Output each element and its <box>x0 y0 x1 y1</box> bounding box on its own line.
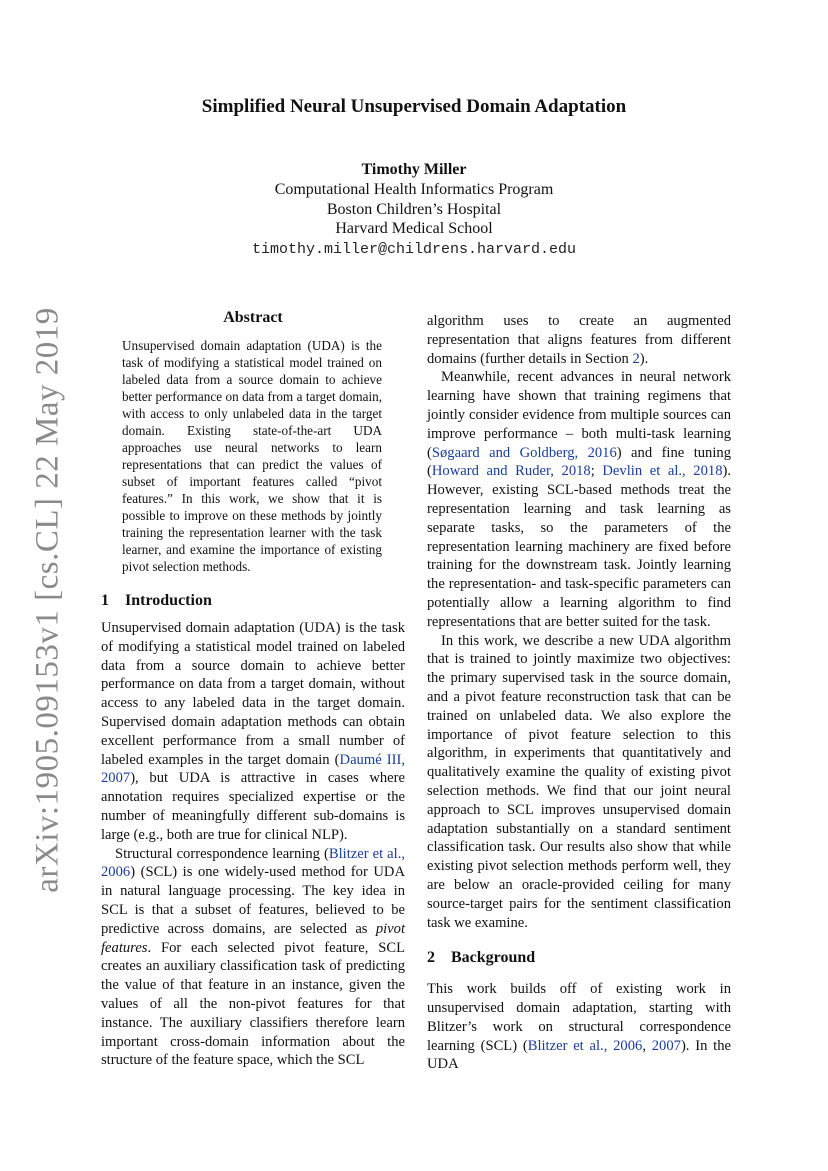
section-number: 2 <box>427 949 435 967</box>
paragraph <box>101 619 405 845</box>
section-heading-introduction <box>101 592 405 610</box>
section-title: Background <box>451 949 536 967</box>
citation-link[interactable]: 2007 <box>651 1037 681 1054</box>
paragraph: In this work, we describe a new UDA algorithm that is trained to jointly maximize two objectives: the primary supervised task in the source domain, and a pivot feature reconstruction task that can be trained on unlabeled data. We also explore the importance of pivot feature selection to this algorithm, in experiments that quantitatively and qualitatively examine the quality of existing pivot selection methods. We find that our joint neural approach to SCL improves unsupervised domain adaptation substantially on a standard sentiment classification task. Our results also show that while existing pivot selection methods perform well, they are below an oracle-provided ceiling for many source-target pairs for the sentiment classification task we examine. <box>427 632 731 931</box>
paragraph <box>101 845 405 1071</box>
text-run: ), but UDA is attractive in cases where annotation requires specialized expertise or the number of meaningfully different sub-domains is large (e.g., both are true for clinical NLP). <box>101 770 405 843</box>
citation-link[interactable]: Howard and Ruder, 2018 <box>431 463 591 480</box>
citation-link[interactable]: Daumé III, 2007 <box>101 751 405 787</box>
text-run: Meanwhile, recent advances in neural network learning have shown that training regimens that jointly consider evidence from multiple sources can improve performance – both multi-task learning ( <box>427 369 731 461</box>
citation-link[interactable]: Søgaard and Goldberg, 2016 <box>431 444 617 461</box>
text-run: ). <box>639 350 649 367</box>
paragraph <box>427 312 731 368</box>
affiliation-line: Boston Children’s Hospital <box>326 200 502 218</box>
section-title: Introduction <box>125 592 212 609</box>
left-column <box>101 309 405 1070</box>
citation-link[interactable]: Devlin et al., 2018 <box>602 463 723 480</box>
paper-header <box>0 96 828 261</box>
section-number: 1 <box>101 592 109 609</box>
text-run: This work builds off of existing work in unsupervised domain adaptation, starting with Blitzer’s work on structural correspondence learning (SCL) ( <box>427 981 731 1054</box>
text-run: . For each selected pivot feature, SCL creates an auxiliary classification task of predicting the value of that feature in an instance, given the values of all the non-pivot features for that instance. The auxiliary classifiers therefore learn important cross-domain information about the structure of the feature space, which the SCL <box>101 939 405 1069</box>
text-run: ; <box>590 463 603 480</box>
citation-link[interactable]: Blitzer et al., 2006 <box>101 845 405 881</box>
text-run: ). However, existing SCL-based methods treat the representation learning and task learning as separate tasks, so the parameters of the representation learning machinery are fixed before training for the downstream task. Jointly learning the representation- and task-specific parameters can potentially allow a learning algorithm to find representations that are better suited for the task. <box>427 463 732 630</box>
text-run: ) and fine tuning ( <box>427 444 731 480</box>
text-run: , <box>642 1037 652 1054</box>
paragraph <box>427 368 731 631</box>
text-run: Unsupervised domain adaptation (UDA) is the task of modifying a statistical model trained on labeled data from a source domain to achieve better performance on data from a target domain, without access to any labeled data in the target domain. Supervised domain adaptation methods can obtain excellent performance from a small number of labeled examples in the target domain ( <box>101 620 405 768</box>
author-name: Timothy Miller <box>361 161 467 178</box>
affiliation-line: Harvard Medical School <box>335 220 493 237</box>
author-email: timothy.miller@childrens.harvard.edu <box>251 240 577 258</box>
paragraph <box>427 980 731 1074</box>
text-run: ) (SCL) is one widely-used method for UDA in natural language processing. The key idea in SCL is that a subset of features, believed to be predictive across domains, are selected as <box>101 864 405 937</box>
arxiv-identifier: arXiv:1905.09153v1 [cs.CL] 22 May 2019 <box>29 307 66 893</box>
paper-title: Simplified Neural Unsupervised Domain Adaptation <box>201 96 627 117</box>
right-column <box>427 312 731 1074</box>
emphasis-term: pivot features <box>101 920 405 956</box>
text-run: algorithm uses to create an augmented representation that aligns features from different domains (further details in Section <box>427 313 731 367</box>
section-heading-background <box>427 949 731 967</box>
text-run: Structural correspondence learning ( <box>115 845 329 862</box>
abstract-text: Unsupervised domain adaptation (UDA) is the task of modifying a statistical model trained on labeled data from a source domain to achieve better performance on data from a target domain, with access to only unlabeled data in the target domain. Existing state-of-the-art UDA approaches use neural networks to learn representations that can predict the values of subset of important features called “pivot features.” In this work, we show that it is possible to improve on these methods by jointly training the representation learner with the task learner, and examine the importance of existing pivot selection methods. <box>122 338 382 574</box>
text-run: ). In the UDA <box>427 1037 731 1073</box>
section-reference-link[interactable]: 2 <box>632 350 640 367</box>
affiliation-line: Computational Health Informatics Program <box>274 181 554 198</box>
citation-link[interactable]: Blitzer et al., 2006 <box>527 1037 643 1054</box>
abstract-heading: Abstract <box>223 309 283 326</box>
